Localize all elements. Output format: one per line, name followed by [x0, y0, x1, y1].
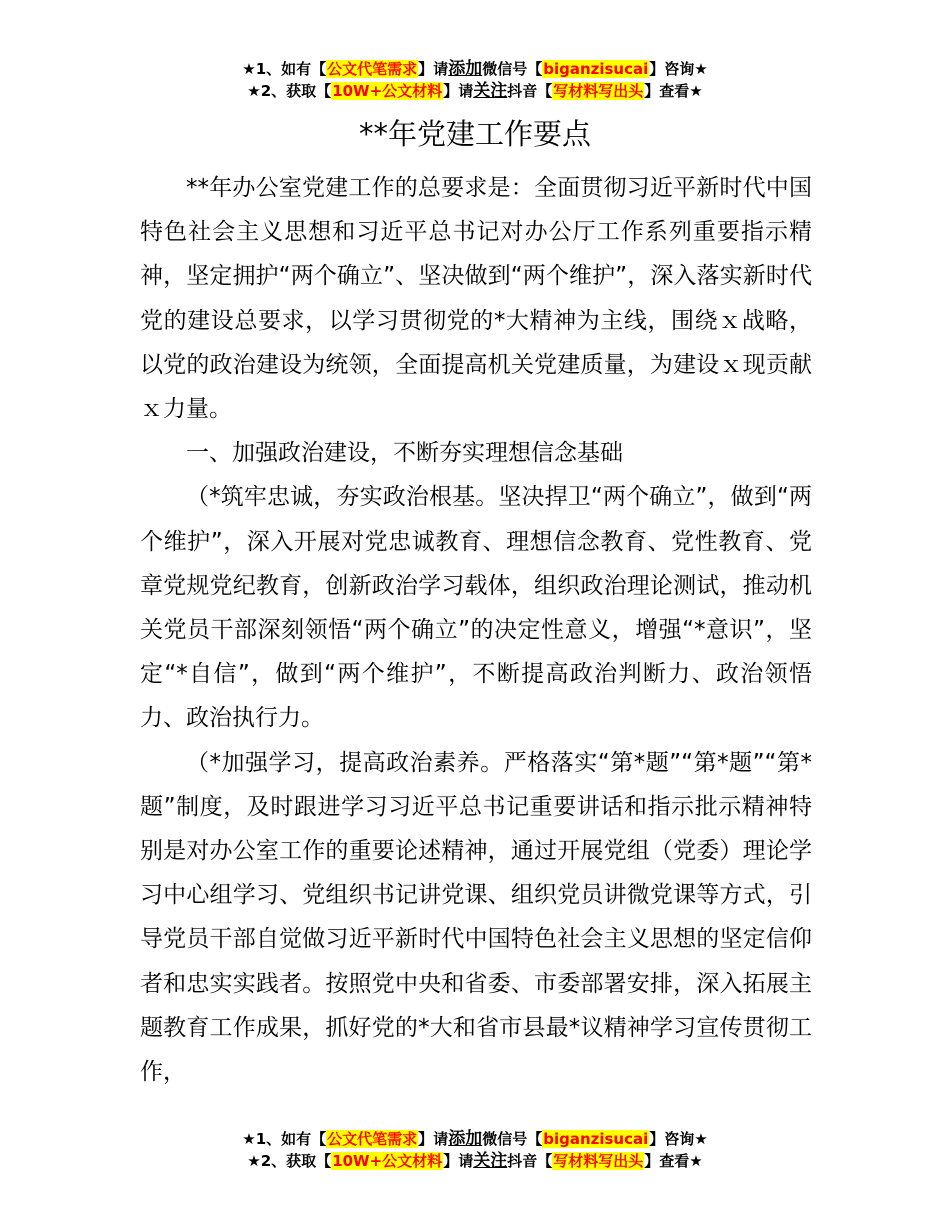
banner-text: ★1、如有【 [242, 60, 327, 78]
document-title: **年党建工作要点 [358, 117, 591, 151]
banner-emphasis: 关注 [473, 1151, 508, 1171]
banner-highlight: biganzisucai [543, 1130, 649, 1148]
paragraph-intro: **年办公室党建工作的总要求是：全面贯彻习近平新时代中国特色社会主义思想和习近平总书记对办公厅工作系列重要指示精神，坚定拥护“两个确立”、坚决做到“两个维护”，深入落实新时代党的建设总要求，以学习贯彻党的*大精神为主线，围绕ｘ战略，以党的政治建设为统领，全面提高机关党建质量，为建设ｘ现贡献ｘ力量。 [140, 175, 813, 423]
banner-text: 微信号【 [482, 60, 543, 78]
banner-emphasis: 添加 [448, 1129, 483, 1149]
banner-text: ★2、获取【 [247, 1152, 332, 1170]
paragraph-study: （*加强学习，提高政治素养。严格落实“第*题”“第*题”“第*题”制度，及时跟进学习习近平总书记重要讲话和指示批示精神特别是对办公室工作的重要论述精神，通过开展党组（党委）理论学习中心组学习、党组织书记讲党课、组织党员讲微党课等方式，引导党员干部自觉做习近平新时代中国特色社会主义思想的坚定信仰者和忠实实践者。按照党中央和省委、市委部署安排，深入拓展主题教育工作成果，抓好党的*大和省市县最*议精神学习宣传贯彻工作， [140, 749, 812, 1086]
banner-text: 】咨询★ [649, 60, 708, 78]
banner-text: 】请 [443, 1152, 474, 1170]
document-body [140, 166, 812, 1094]
banner-highlight: 公文代笔需求 [327, 60, 418, 78]
banner-text: ★1、如有【 [242, 1130, 327, 1148]
banner-emphasis: 添加 [448, 59, 483, 79]
banner-highlight: 10W+公文材料 [332, 82, 443, 100]
header-banner [0, 58, 950, 102]
banner-text: 】查看★ [644, 82, 703, 100]
banner-highlight: 10W+公文材料 [332, 1152, 443, 1170]
banner-text: 抖音【 [507, 1152, 553, 1170]
banner-line-2 [0, 80, 950, 102]
banner-emphasis: 关注 [473, 81, 508, 101]
footer-banner [0, 1128, 950, 1172]
banner-highlight: 写材料写出头 [553, 82, 644, 100]
section-heading: 一、加强政治建设，不断夯实理想信念基础 [186, 440, 623, 467]
banner-text: 】请 [418, 60, 449, 78]
banner-text: 】咨询★ [649, 1130, 708, 1148]
banner-highlight: 公文代笔需求 [327, 1130, 418, 1148]
banner-line-2 [0, 1150, 950, 1172]
banner-highlight: biganzisucai [543, 60, 649, 78]
banner-text: 微信号【 [482, 1130, 543, 1148]
banner-text: 】查看★ [644, 1152, 703, 1170]
banner-highlight: 写材料写出头 [553, 1152, 644, 1170]
banner-text: 】请 [443, 82, 474, 100]
banner-line-1 [0, 1128, 950, 1150]
paragraph-loyalty: （*筑牢忠诚，夯实政治根基。坚决捍卫“两个确立”，做到“两个维护”，深入开展对党忠诚教育、理想信念教育、党性教育、党章党规党纪教育，创新政治学习载体，组织政治理论测试，推动机关党员干部深刻领悟“两个确立”的决定性意义，增强“*意识”，坚定“*自信”，做到“两个维护”，不断提高政治判断力、政治领悟力、政治执行力。 [140, 484, 812, 732]
banner-text: ★2、获取【 [247, 82, 332, 100]
banner-line-1 [0, 58, 950, 80]
banner-text: 抖音【 [507, 82, 553, 100]
banner-text: 】请 [418, 1130, 449, 1148]
